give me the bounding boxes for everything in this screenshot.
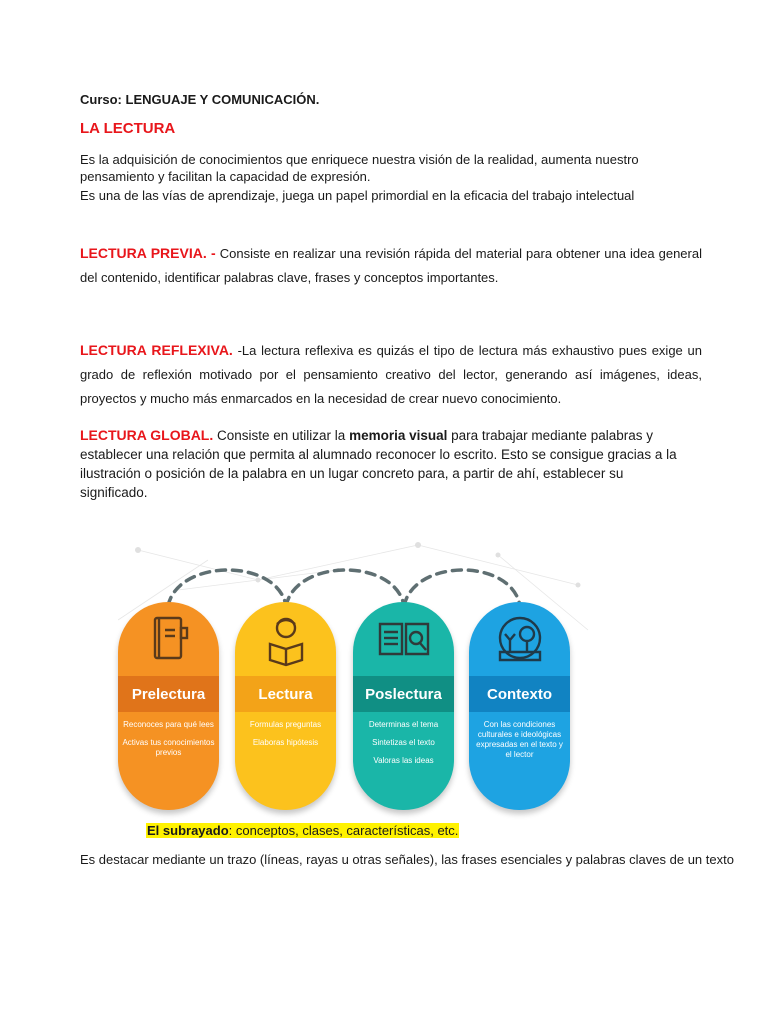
intro-paragraph-1: Es la adquisición de conocimientos que enriquece nuestra visión de la realidad, aumenta nuestro pensamiento y facilitan la capacidad de expresión. xyxy=(80,152,639,184)
section-lectura-previa xyxy=(80,241,702,290)
stage-items xyxy=(239,720,332,756)
stage-items xyxy=(473,720,566,768)
stage-items xyxy=(122,720,215,766)
section-text: Consiste en utilizar la xyxy=(213,428,350,443)
stage-card-poslectura xyxy=(353,602,454,810)
section-lectura-reflexiva xyxy=(80,338,702,411)
subrayado-label: El subrayado xyxy=(147,823,229,838)
stage-title: Prelectura xyxy=(118,676,219,712)
reading-stages-infographic xyxy=(118,540,596,812)
stage-card-prelectura xyxy=(118,602,219,810)
stage-item: Activas tus conocimientos previos xyxy=(122,738,215,757)
course-label: Curso: xyxy=(80,92,122,107)
section-text: -La lectura reflexiva es quizás el tipo de lectura más exhaustivo pues exige un grado de reflexión motivado por el pensamiento creativo del lector, generando así imágenes, ideas, proyectos y mucho más enmarcados en la necesidad de crear nuevo conocimiento. xyxy=(80,343,702,406)
stage-items xyxy=(357,720,450,774)
section-text: Consiste en realizar una revisión rápida del material para obtener una idea general del contenido, identificar palabras clave, frases y conceptos importantes. xyxy=(80,246,702,285)
subrayado-text: : conceptos, clases, características, etc. xyxy=(228,823,459,838)
stage-title: Poslectura xyxy=(353,676,454,712)
book-icon xyxy=(118,610,219,670)
stage-item: Determinas el tema xyxy=(368,720,439,729)
subrayado-line xyxy=(146,823,459,838)
stage-item: Reconoces para qué lees xyxy=(123,720,214,729)
main-title: LA LECTURA xyxy=(80,120,176,137)
stage-title: Contexto xyxy=(469,676,570,712)
stage-card-contexto xyxy=(469,602,570,810)
stage-item: Valoras las ideas xyxy=(373,756,434,765)
stage-item: Formulas preguntas xyxy=(249,720,322,729)
section-heading: LECTURA PREVIA. - xyxy=(80,245,216,261)
course-line xyxy=(80,92,319,107)
stage-title: Lectura xyxy=(235,676,336,712)
section-lectura-global xyxy=(80,426,692,502)
section-heading: LECTURA REFLEXIVA. xyxy=(80,342,233,358)
intro-paragraph-2: Es una de las vías de aprendizaje, juega un papel primordial en la eficacia del trabajo intelectual xyxy=(80,188,635,203)
final-paragraph: Es destacar mediante un trazo (líneas, rayas u otras señales), las frases esenciales y palabras claves de un texto xyxy=(80,852,734,867)
section-heading: LECTURA GLOBAL. xyxy=(80,427,214,443)
section-text: para trabajar mediante palabras y establecer una relación que permita al alumnado reconocer lo escrito. Esto se consigue gracias a la ilustración o posición de la palabra en un lugar concreto para, a partir de ahí, establecer su significado. xyxy=(80,428,677,500)
bold-term: memoria visual xyxy=(349,428,448,443)
reader-icon xyxy=(235,610,336,670)
stage-card-lectura xyxy=(235,602,336,810)
open-book-magnifier-icon xyxy=(353,610,454,670)
course-value: LENGUAJE Y COMUNICACIÓN. xyxy=(125,92,320,107)
stage-item: Con las condiciones culturales e ideológicas expresadas en el texto y el lector xyxy=(476,720,563,759)
stage-item: Sintetizas el texto xyxy=(372,738,435,747)
book-trees-icon xyxy=(469,610,570,670)
stage-item: Elaboras hipótesis xyxy=(252,738,319,747)
